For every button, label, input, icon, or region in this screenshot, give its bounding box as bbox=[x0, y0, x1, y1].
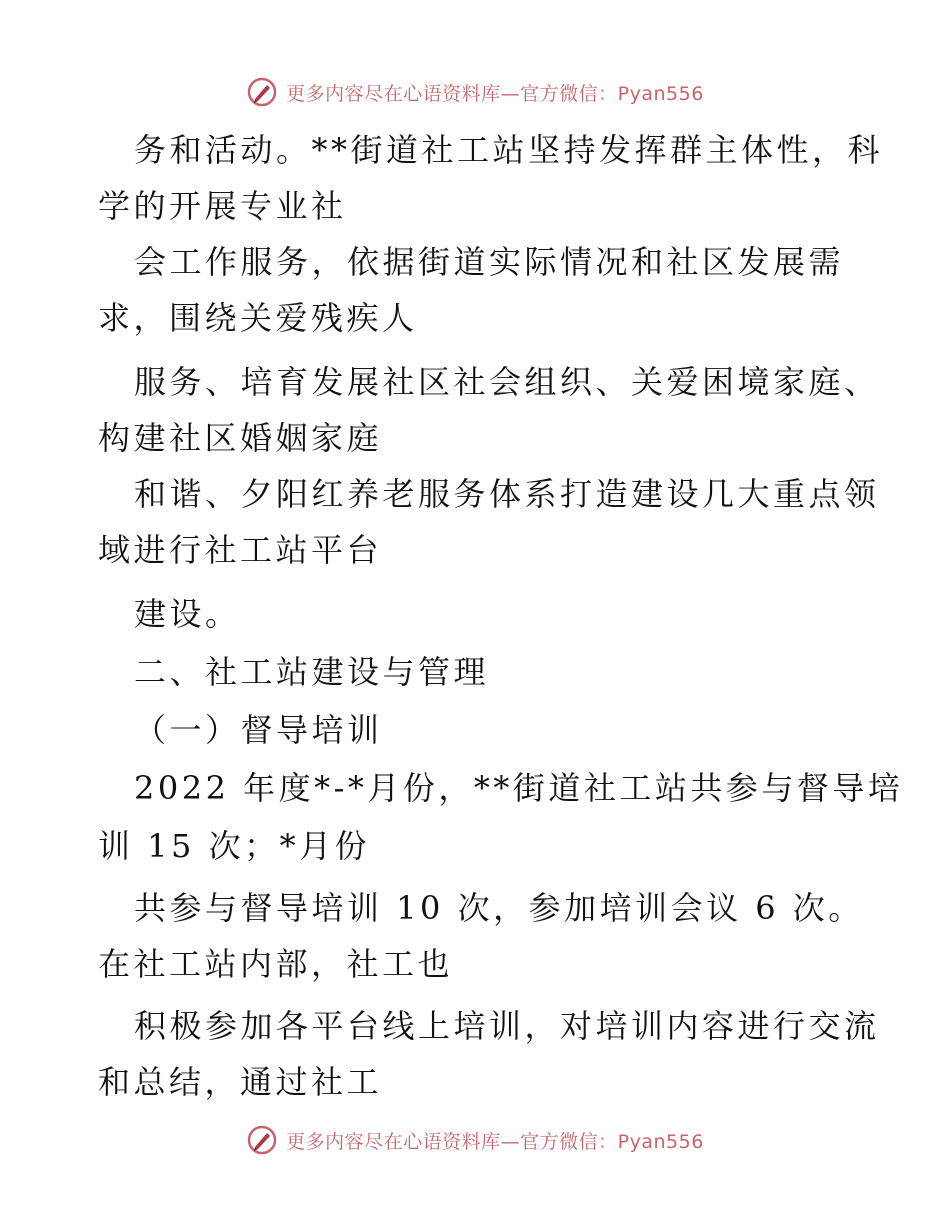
subsection-heading: （一）督导培训 bbox=[134, 711, 383, 749]
text-line: 构建社区婚姻家庭 bbox=[98, 419, 383, 457]
text-line: 共参与督导培训 10 次，参加培训会议 6 次。 bbox=[134, 889, 864, 927]
text-line: 和总结，通过社工 bbox=[98, 1063, 383, 1101]
text-line: 积极参加各平台线上培训，对培训内容进行交流 bbox=[134, 1007, 880, 1045]
watermark-footer bbox=[0, 1120, 950, 1160]
text-line: 域进行社工站平台 bbox=[98, 531, 383, 569]
text-line: 2022 年度*-*月份，**街道社工站共参与督导培 bbox=[134, 769, 904, 807]
text-line: 建设。 bbox=[134, 595, 241, 633]
pen-logo-icon bbox=[246, 1124, 278, 1156]
text-line: 务和活动。**街道社工站坚持发挥群主体性，科 bbox=[134, 131, 884, 169]
text-line: 学的开展专业社 bbox=[98, 187, 347, 225]
text-line: 和谐、夕阳红养老服务体系打造建设几大重点领 bbox=[134, 475, 880, 513]
text-line: 会工作服务，依据街道实际情况和社区发展需 bbox=[134, 243, 845, 281]
text-line: 求，围绕关爱残疾人 bbox=[98, 299, 418, 337]
text-line: 在社工站内部，社工也 bbox=[98, 945, 454, 983]
section-heading: 二、社工站建设与管理 bbox=[134, 653, 490, 691]
watermark-text: 更多内容尽在心语资料库—官方微信：Pyan556 bbox=[286, 1130, 704, 1153]
watermark-text: 更多内容尽在心语资料库—官方微信：Pyan556 bbox=[286, 82, 704, 105]
text-line: 服务、培育发展社区社会组织、关爱困境家庭、 bbox=[134, 363, 880, 401]
text-line: 训 15 次；*月份 bbox=[98, 827, 371, 865]
